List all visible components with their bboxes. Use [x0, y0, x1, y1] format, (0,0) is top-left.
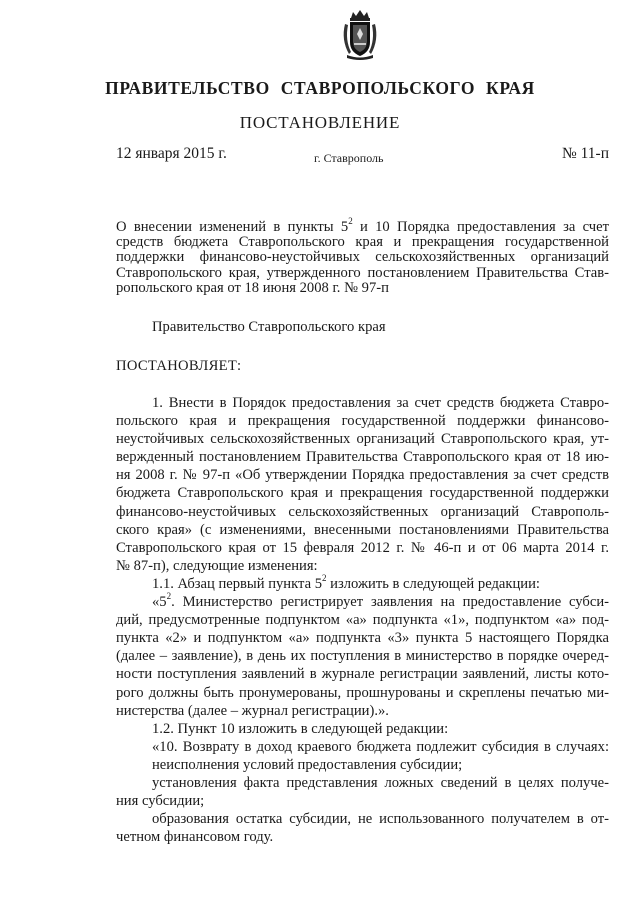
item-1-2: 1.2. Пункт 10 изложить в следующей редакции:	[152, 720, 449, 737]
quote-line: (далее – заявление), в день их поступления в министерство в порядке очеред-	[116, 648, 609, 665]
body-line: бюджета Ставропольского края и прекращения государственной поддержки	[116, 485, 609, 502]
quote-line: пункта «2» и подпунктом «а» подпункта «3» пункта 5 настоящего Порядка	[116, 630, 609, 647]
case-line: неисполнения условий предоставления субсидии;	[152, 756, 463, 773]
decree-city: г. Ставрополь	[314, 151, 384, 165]
decree-date: 12 января 2015 г.	[116, 145, 227, 162]
body-line: Ставропольского края от 15 февраля 2012 г. № 46-п и от 06 марта 2014 г.	[116, 539, 609, 556]
body-line: 1. Внести в Порядок предоставления за счет средств бюджета Ставро-	[152, 395, 609, 411]
body-line: ского края» (с изменениями, внесенными постановлениями Правительства	[116, 521, 609, 538]
decree-body	[116, 394, 609, 846]
title-line: О внесении изменений в пункты $5^2$ и 10 Порядка предоставления за счет	[116, 216, 610, 235]
quote-line: нистерства (далее – журнал регистрации).».	[116, 702, 389, 719]
case-line: образования остатка субсидии, не использованного получателем в от-	[152, 811, 609, 828]
case-line: четном финансовом году.	[116, 829, 274, 846]
body-line: вержденный постановлением Правительства Ставропольского края от 18 ию-	[116, 449, 609, 466]
title-line: поддержки финансово-неустойчивых сельскохозяйственных организаций	[116, 249, 609, 266]
body-line: неустойчивых сельскохозяйственных организаций Ставропольского края, ут-	[116, 431, 609, 448]
body-line: № 87-п), следующие изменения:	[116, 557, 318, 574]
quote-line: «$5^2$. Министерство регистрирует заявления на предоставление субси-	[152, 591, 609, 611]
title-line: ропольского края от 18 июня 2008 г. № 97-п	[116, 279, 389, 296]
quote-line: ности поступления заявлений в журнале регистрации заявлений, листы кото-	[116, 666, 609, 683]
title-line: средств бюджета Ставропольского края и прекращения государственной	[116, 234, 609, 251]
title-line: Ставропольского края, утвержденного постановлением Правительства Став-	[116, 264, 609, 281]
body-line: ня 2008 г. № 97-п «Об утверждении Порядка предоставления за счет средств	[116, 467, 609, 484]
decree-number: № 11-п	[561, 145, 609, 162]
quote-line: дий, предусмотренные подпунктом «а» подпункта «1», подпунктом «а» под-	[116, 612, 609, 629]
decree-type: ПОСТАНОВЛЕНИЕ	[239, 113, 401, 132]
item-10: «10. Возврату в доход краевого бюджета подлежит субсидия в случаях:	[152, 738, 609, 755]
government-line: Правительство Ставропольского края	[152, 319, 386, 335]
case-line: установления факта представления ложных сведений в целях получе-	[152, 774, 609, 791]
resolves-heading: ПОСТАНОВЛЯЕТ:	[116, 358, 242, 374]
government-title: ПРАВИТЕЛЬСТВО СТАВРОПОЛЬСКОГО КРАЯ	[105, 78, 535, 98]
item-1-1: 1.1. Абзац первый пункта $5^2$ изложить в следующей редакции:	[152, 573, 540, 592]
decree-title	[116, 216, 610, 296]
quote-line: рого должны быть пронумерованы, прошнурованы и скреплены печатью ми-	[116, 684, 609, 701]
coat-of-arms-icon	[339, 10, 381, 60]
body-line: польского края и прекращения государственной поддержки финансово-	[116, 413, 609, 430]
case-line: ния субсидии;	[116, 793, 205, 810]
body-line: финансово-неустойчивых сельскохозяйственных организаций Ставрополь-	[116, 503, 609, 520]
